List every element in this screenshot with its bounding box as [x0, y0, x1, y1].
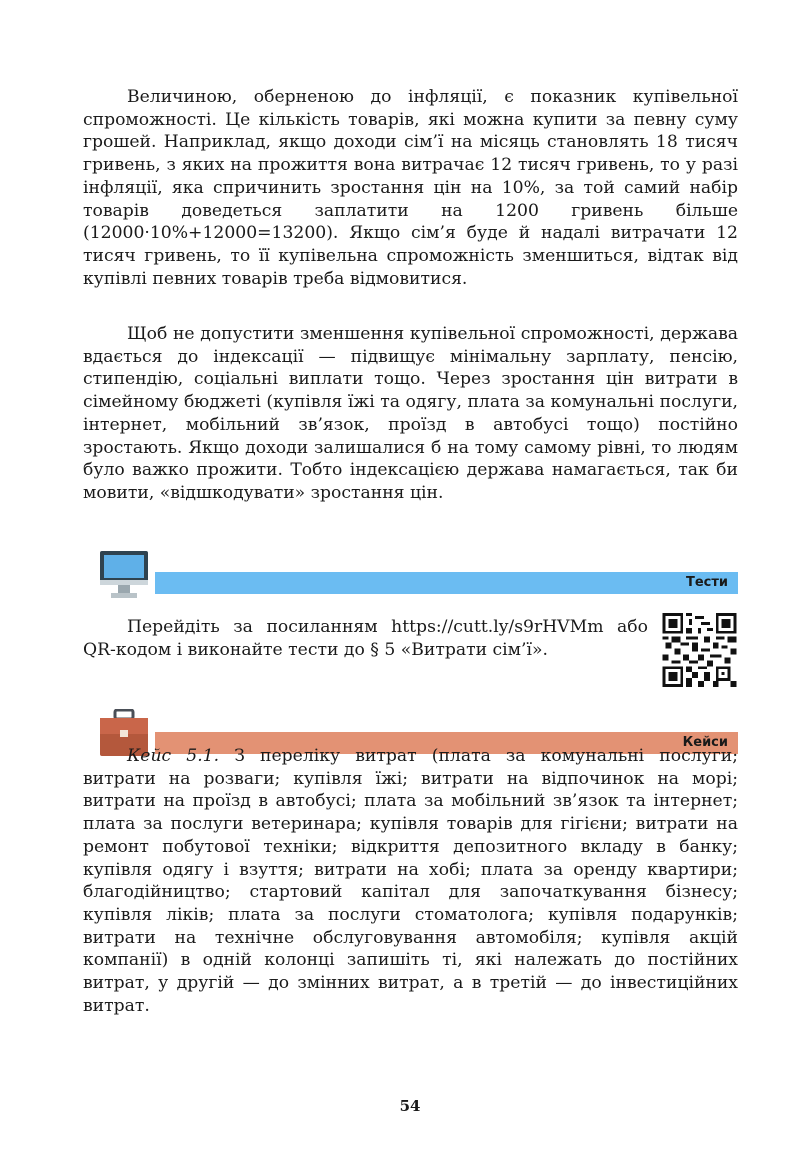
tests-section-header: Тести	[155, 572, 738, 594]
case-text: З переліку витрат (плата за комунальні послуги; витрати на розваги; купівля їжі; витрати на відпочинок на морі; витрати на проїзд в автобусі; плата за мобільний зв’язок та інтернет; плата за послуги ветеринара; купівля товарів для гігієни; витрати на ремонт побутової техніки; відкриття депозитного вкладу в банку; купівля одягу і взуття; витрати на хобі; плата за оренду квартири; благодійництво; стартовий капітал для започаткування бізнесу; купівля ліків; плата за послуги стоматолога; купівля подарунків; витрати на технічне обслуговування автомобіля; купівля акцій компанії) в одній колонці запишіть ті, які належать до постійних витрат, у другій — до змінних витрат, а в третій — до інвестиційних витрат.	[83, 746, 738, 1016]
monitor-icon	[99, 550, 149, 600]
qr-code-icon[interactable]	[662, 613, 737, 687]
paragraph-indexation: Щоб не допустити зменшення купівельної спроможності, держава вдається до індексації — підвищує мінімальну зарплату, пенсію, стипендію, соціальні виплати тощо. Через зростання цін витрати в сімейному бюджеті (купівля їжі та одягу, плата за комунальні послуги, інтернет, мобільний зв’язок, проїзд в автобусі тощо) постійно зростають. Якщо доходи залишалися б на тому самому рівні, то людям було важко прожити. Тобто індексацією держава намагається, так би мовити, «відшкодувати» зростання цін.	[83, 324, 738, 503]
case-label: Кейс 5.1.	[127, 746, 220, 766]
paragraph-purchasing-power: Величиною, оберненою до інфляції, є показник купівельної спроможності. Це кількість товарів, які можна купити за певну суму грошей. Наприклад, якщо доходи сім’ї на місяць становлять 18 тисяч гривень, з яких на прожиття вона витрачає 12 тисяч гривень, то у разі інфляції, яка спричинить зростання цін на 10%, за той самий набір товарів доведеться заплатити на 1200 гривень більше (12000·10%+12000=13200). Якщо сім’я буде й надалі витрачати 12 тисяч гривень, то її купівельна спроможність зменшиться, відтак від купівлі певних товарів треба відмовитися.	[83, 87, 738, 289]
tests-instruction: Перейдіть за посиланням https://cutt.ly/s9rHVMm або QR-кодом і виконайте тести до § 5 «Витрати сім’ї».	[83, 617, 648, 660]
case-5-1-paragraph	[83, 745, 738, 1017]
page-number: 54	[399, 1097, 421, 1115]
cases-section-header: Кейси	[155, 732, 738, 754]
